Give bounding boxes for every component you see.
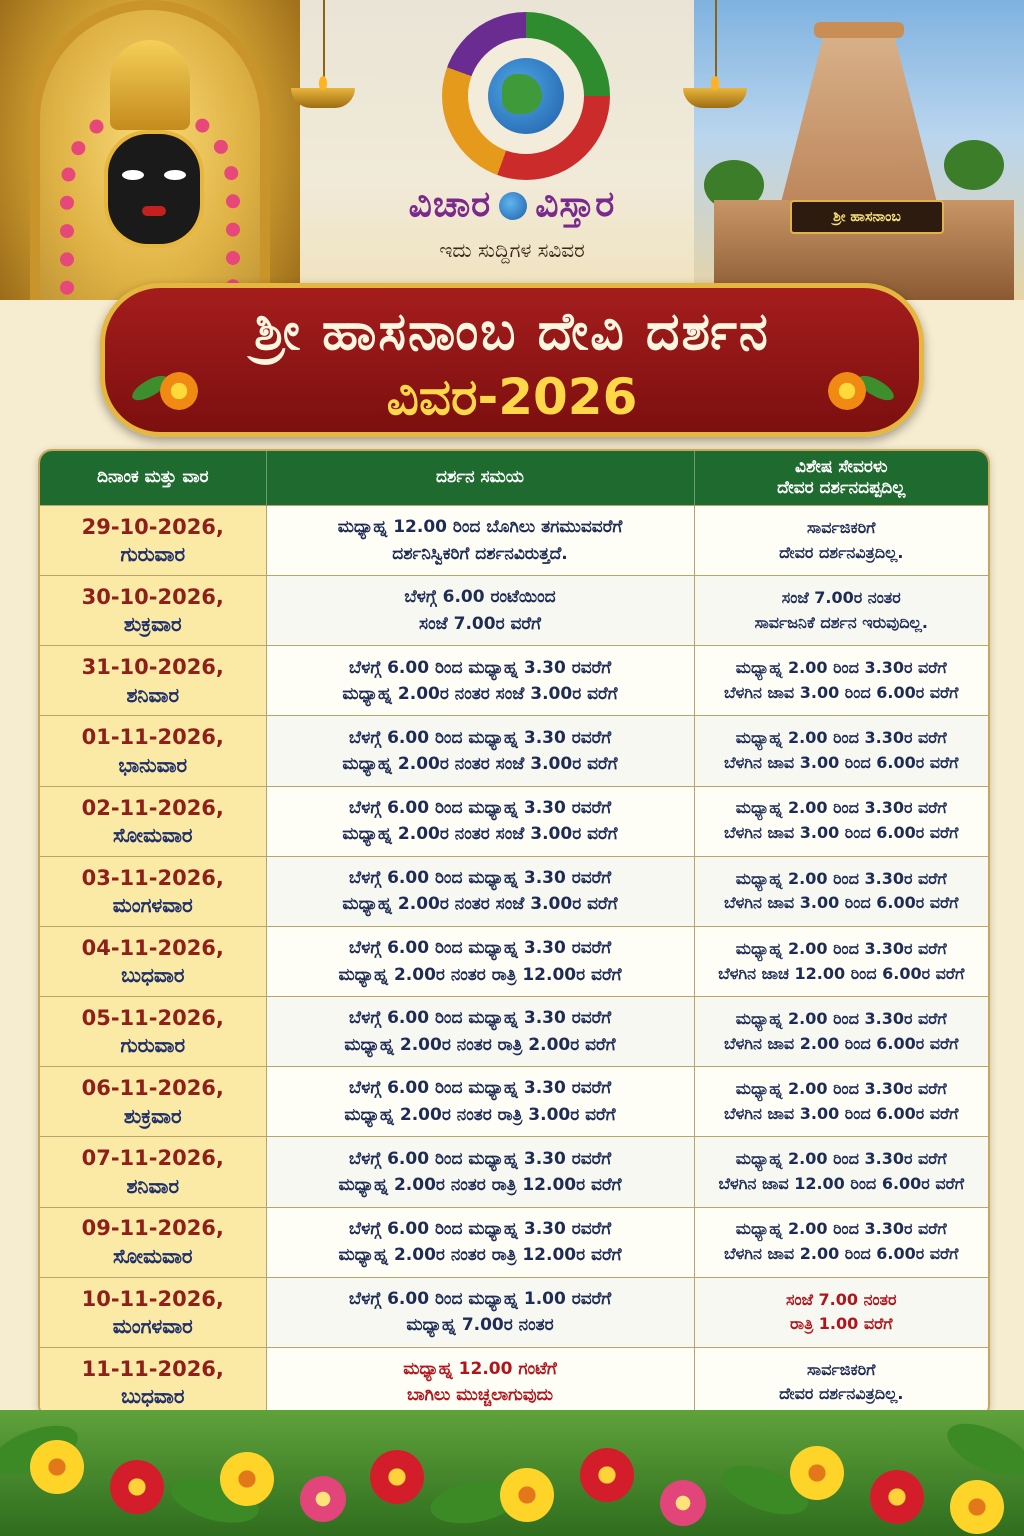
time-line-2: ಬಾಗಿಲು ಮುಚ್ಚಲಾಗುವುದು (407, 1385, 553, 1406)
deity-eye (122, 170, 144, 180)
seva-line-2: ಬೆಳಗಿನ ಜಾವ 2.00 ರಿಂದ 6.00ರ ವರೆಗೆ (724, 1244, 959, 1264)
date-text: 03-11-2026, (81, 865, 224, 890)
globe-land (502, 74, 542, 114)
darshan-schedule-table (38, 449, 990, 1419)
seva-line-1: ಸಂಜೆ 7.00 ನಂತರ (785, 1289, 897, 1309)
brand-right: ವಿಸ್ತಾರ (535, 184, 616, 225)
time-line-1: ಬೆಳಗ್ಗೆ 6.00 ರಿಂದ ಮಧ್ಯಾಹ್ನ 3.30 ರವರೆಗೆ (348, 938, 612, 959)
globe-mini-icon (499, 192, 527, 220)
date-text: 30-10-2026, (81, 585, 224, 610)
date-cell (40, 1137, 266, 1207)
header-special-line1: ವಿಶೇಷ ಸೇವರಳು (795, 456, 888, 477)
seva-line-2: ಬೆಳಗಿನ ಜಾವ 3.00 ರಿಂದ 6.00ರ ವರೆಗೆ (724, 893, 959, 913)
time-line-1: ಮಧ್ಯಾಹ್ನ 12.00 ಗಂಟೆಗೆ (403, 1359, 557, 1380)
seva-line-1: ಸಂಜೆ 7.00ರ ನಂತರ (781, 587, 901, 607)
darshan-time-cell (266, 1137, 694, 1207)
seva-line-1: ಮಧ್ಯಾಹ್ನ 2.00 ರಿಂದ 3.30ರ ವರೆಗೆ (735, 658, 947, 678)
seva-line-2: ದೇವರ ದರ್ಶನವಿತ್ರದಿಲ್ಲ. (779, 1384, 904, 1404)
darshan-time-cell (266, 576, 694, 646)
deity-eye (164, 170, 186, 180)
brand-logo (430, 0, 630, 185)
gopuram-top (814, 22, 904, 38)
special-seva-cell (694, 926, 988, 996)
special-seva-cell (694, 1137, 988, 1207)
date-text: 31-10-2026, (81, 655, 224, 680)
weekday-text: ಬುಧವಾರ (121, 963, 185, 988)
deity-crown (110, 40, 190, 130)
special-seva-cell (694, 1277, 988, 1347)
seva-line-1: ಮಧ್ಯಾಹ್ನ 2.00 ರಿಂದ 3.30ರ ವರೆಗೆ (735, 938, 947, 958)
time-line-2: ಮಧ್ಯಾಹ್ನ 7.00ರ ನಂತರ (406, 1315, 554, 1336)
date-text: 02-11-2026, (81, 795, 224, 820)
header-darshan-time: ದರ್ಶನ ಸಮಯ (266, 451, 694, 506)
darshan-time-cell (266, 1347, 694, 1417)
flower-icon (300, 1476, 346, 1522)
date-cell (40, 506, 266, 576)
seva-line-1: ಮಧ್ಯಾಹ್ನ 2.00 ರಿಂದ 3.30ರ ವರೆಗೆ (735, 1079, 947, 1099)
table-body (40, 506, 988, 1418)
special-seva-cell (694, 1347, 988, 1417)
time-line-1: ಬೆಳಗ್ಗೆ 6.00 ರಿಂದ ಮಧ್ಯಾಹ್ನ 3.30 ರವರೆಗೆ (348, 797, 612, 818)
time-line-2: ಮಧ್ಯಾಹ್ನ 2.00ರ ನಂತರ ಸಂಜೆ 3.00ರ ವರೆಗೆ (342, 894, 618, 915)
seva-line-1: ಮಧ್ಯಾಹ್ನ 2.00 ರಿಂದ 3.30ರ ವರೆಗೆ (735, 798, 947, 818)
date-text: 04-11-2026, (81, 935, 224, 960)
time-line-2: ಮಧ್ಯಾಹ್ನ 2.00ರ ನಂತರ ರಾತ್ರಿ 12.00ರ ವರೆಗೆ (338, 964, 622, 985)
time-line-2: ಮಧ್ಯಾಹ್ನ 2.00ರ ನಂತರ ರಾತ್ರಿ 3.00ರ ವರೆಗೆ (344, 1104, 616, 1125)
seva-line-1: ಮಧ್ಯಾಹ್ನ 2.00 ರಿಂದ 3.30ರ ವರೆಗೆ (735, 1219, 947, 1239)
date-text: 09-11-2026, (81, 1216, 224, 1241)
seva-line-2: ಬೆಳಗಿನ ಜಾವ 3.00 ರಿಂದ 6.00ರ ವರೆಗೆ (724, 823, 959, 843)
date-text: 06-11-2026, (81, 1076, 224, 1101)
date-cell (40, 997, 266, 1067)
table-row (40, 1277, 988, 1347)
flame-icon (711, 76, 719, 90)
flower-icon (220, 1452, 274, 1506)
seva-line-2: ಸಾರ್ವಜನಿಕೆ ದರ್ಶನ ಇರುವುದಿಲ್ಲ. (754, 612, 928, 632)
leaf-icon (940, 1413, 1024, 1487)
time-line-1: ಬೆಳಗ್ಗೆ 6.00 ರಂಟೆಯಿಂದ (404, 587, 556, 608)
date-text: 11-11-2026, (81, 1356, 224, 1381)
time-line-1: ಮಧ್ಯಾಹ್ನ 12.00 ರಿಂದ ಬೊಗಿಲು ತಗಮುವವರೆಗೆ (337, 517, 623, 538)
flower-icon (660, 1480, 706, 1526)
seva-line-1: ಮಧ್ಯಾಹ್ನ 2.00 ರಿಂದ 3.30ರ ವರೆಗೆ (735, 1008, 947, 1028)
date-cell (40, 856, 266, 926)
weekday-text: ಸೋಮವಾರ (113, 1243, 193, 1268)
flower-icon (828, 372, 866, 410)
header-date-day: ದಿನಾಂಕ ಮತ್ತು ವಾರ (40, 451, 266, 506)
special-seva-cell (694, 997, 988, 1067)
time-line-1: ಬೆಳಗ್ಗೆ 6.00 ರಿಂದ ಮಧ್ಯಾಹ್ನ 3.30 ರವರೆಗೆ (348, 1008, 612, 1029)
date-cell (40, 1347, 266, 1417)
time-line-2: ಮಧ್ಯಾಹ್ನ 2.00ರ ನಂತರ ಸಂಜೆ 3.00ರ ವರೆಗೆ (342, 824, 618, 845)
seva-line-2: ಬೆಳಗಿನ ಜಾವ 3.00 ರಿಂದ 6.00ರ ವರೆಗೆ (724, 682, 959, 702)
special-seva-cell (694, 1207, 988, 1277)
header-special-line2: ದೇವರ ದರ್ಶನದಪ್ಪದಿಲ್ಲ (777, 478, 906, 498)
weekday-text: ಗುರುವಾರ (120, 1033, 186, 1058)
weekday-text: ಭಾನುವಾರ (118, 752, 188, 777)
flower-icon (870, 1470, 924, 1524)
tagline: ಇದು ಸುದ್ದಿಗಳ ಸವಿವರ (439, 238, 585, 262)
date-cell (40, 1067, 266, 1137)
time-line-1: ಬೆಳಗ್ಗೆ 6.00 ರಿಂದ ಮಧ್ಯಾಹ್ನ 3.30 ರವರೆಗೆ (348, 657, 612, 678)
lamp-chain (715, 0, 717, 88)
time-line-2: ಮಧ್ಯಾಹ್ನ 2.00ರ ನಂತರ ರಾತ್ರಿ 12.00ರ ವರೆಗೆ (338, 1174, 622, 1195)
seva-line-2: ಬೆಳಗಿನ ಜಾಚ 12.00 ರಿಂದ 6.00ರ ವರೆಗೆ (718, 963, 965, 983)
time-line-2: ಮಧ್ಯಾಹ್ನ 2.00ರ ನಂತರ ಸಂಜೆ 3.00ರ ವರೆಗೆ (342, 754, 618, 775)
table-row (40, 506, 988, 576)
time-line-2: ಸಂಜೆ 7.00ರ ವರೆಗೆ (419, 613, 541, 634)
time-line-1: ಬೆಳಗ್ಗೆ 6.00 ರಿಂದ ಮಧ್ಯಾಹ್ನ 3.30 ರವರೆಗೆ (348, 1078, 612, 1099)
header (0, 0, 1024, 300)
seva-line-1: ಸಾರ್ವಜಿಕರಿಗೆ (807, 1359, 876, 1379)
date-text: 29-10-2026, (81, 514, 224, 539)
date-cell (40, 1207, 266, 1277)
date-text: 10-11-2026, (81, 1286, 224, 1311)
date-cell (40, 646, 266, 716)
darshan-time-cell (266, 926, 694, 996)
table-row (40, 856, 988, 926)
darshan-time-cell (266, 646, 694, 716)
flame-icon (319, 76, 327, 90)
flower-icon (110, 1460, 164, 1514)
hanging-lamp-icon (683, 88, 747, 108)
date-cell (40, 1277, 266, 1347)
darshan-time-cell (266, 506, 694, 576)
seva-line-1: ಮಧ್ಯಾಹ್ನ 2.00 ರಿಂದ 3.30ರ ವರೆಗೆ (735, 868, 947, 888)
date-cell (40, 716, 266, 786)
flower-footer (0, 1410, 1024, 1536)
time-line-2: ಮಧ್ಯಾಹ್ನ 2.00ರ ನಂತರ ರಾತ್ರಿ 12.00ರ ವರೆಗೆ (338, 1245, 622, 1266)
table-header-row (40, 451, 988, 506)
seva-line-2: ದೇವರ ದರ್ಶನವಿತ್ರದಿಲ್ಲ. (779, 542, 904, 562)
weekday-text: ಶುಕ್ರವಾರ (123, 612, 182, 637)
seva-line-1: ಮಧ್ಯಾಹ್ನ 2.00 ರಿಂದ 3.30ರ ವರೆಗೆ (735, 1149, 947, 1169)
time-line-2: ದರ್ಶನಿಸ್ವಿಕರಿಗೆ ದರ್ಶನವಿರುತ್ತದೆ. (392, 543, 568, 564)
darshan-time-cell (266, 997, 694, 1067)
palm-tree (944, 140, 1004, 190)
table-row (40, 1347, 988, 1417)
time-line-1: ಬೆಳಗ್ಗೆ 6.00 ರಿಂದ ಮಧ್ಯಾಹ್ನ 1.00 ರವರೆಗೆ (348, 1288, 612, 1309)
seva-line-1: ಸಾರ್ವಜಿಕರಿಗೆ (807, 517, 876, 537)
special-seva-cell (694, 506, 988, 576)
table-row (40, 926, 988, 996)
title-banner (100, 283, 924, 437)
date-text: 07-11-2026, (81, 1146, 224, 1171)
temple-sign: ಶ್ರೀ ಹಾಸನಾಂಬ (790, 200, 944, 234)
flower-icon (160, 372, 198, 410)
table-row (40, 646, 988, 716)
time-line-2: ಮಧ್ಯಾಹ್ನ 2.00ರ ನಂತರ ರಾತ್ರಿ 2.00ರ ವರೆಗೆ (344, 1034, 616, 1055)
date-cell (40, 576, 266, 646)
flower-icon (500, 1468, 554, 1522)
seva-line-2: ಬೆಳಗಿನ ಜಾವ 3.00 ರಿಂದ 6.00ರ ವರೆಗೆ (724, 1103, 959, 1123)
table-row (40, 716, 988, 786)
weekday-text: ಸೋಮವಾರ (113, 822, 193, 847)
seva-line-1: ಮಧ್ಯಾಹ್ನ 2.00 ರಿಂದ 3.30ರ ವರೆಗೆ (735, 728, 947, 748)
table-row (40, 997, 988, 1067)
darshan-time-cell (266, 716, 694, 786)
weekday-text: ಶನಿವಾರ (126, 1173, 180, 1198)
date-cell (40, 926, 266, 996)
header-special-seva (694, 451, 988, 506)
flower-icon (790, 1446, 844, 1500)
darshan-time-cell (266, 856, 694, 926)
hanging-lamp-icon (291, 88, 355, 108)
darshan-time-cell (266, 1067, 694, 1137)
time-line-1: ಬೆಳಗ್ಗೆ 6.00 ರಿಂದ ಮಧ್ಯಾಹ್ನ 3.30 ರವರೆಗೆ (348, 1218, 612, 1239)
date-text: 01-11-2026, (81, 725, 224, 750)
darshan-time-cell (266, 1277, 694, 1347)
seva-line-2: ಬೆಳಗಿನ ಜಾವ 2.00 ರಿಂದ 6.00ರ ವರೆಗೆ (724, 1033, 959, 1053)
date-text: 05-11-2026, (81, 1006, 224, 1030)
darshan-time-cell (266, 1207, 694, 1277)
time-line-1: ಬೆಳಗ್ಗೆ 6.00 ರಿಂದ ಮಧ್ಯಾಹ್ನ 3.30 ರವರೆಗೆ (348, 727, 612, 748)
special-seva-cell (694, 786, 988, 856)
weekday-text: ಶುಕ್ರವಾರ (123, 1103, 182, 1128)
seva-line-2: ರಾತ್ರಿ 1.00 ವರೆಗೆ (789, 1314, 893, 1334)
time-line-1: ಬೆಳಗ್ಗೆ 6.00 ರಿಂದ ಮಧ್ಯಾಹ್ನ 3.30 ರವರೆಗೆ (348, 868, 612, 889)
weekday-text: ಗುರುವಾರ (120, 542, 186, 567)
table-row (40, 1067, 988, 1137)
special-seva-cell (694, 856, 988, 926)
time-line-1: ಬೆಳಗ್ಗೆ 6.00 ರಿಂದ ಮಧ್ಯಾಹ್ನ 3.30 ರವರೆಗೆ (348, 1148, 612, 1169)
page-subtitle: ವಿವರ-2026 (386, 368, 638, 426)
page-title: ಶ್ರೀ ಹಾಸನಾಂಬ ದೇವಿ ದರ್ಶನ (254, 302, 770, 362)
brand-left: ವಿಚಾರ (408, 184, 492, 225)
special-seva-cell (694, 646, 988, 716)
table-row (40, 576, 988, 646)
brand-name (0, 184, 1024, 226)
table-row (40, 1137, 988, 1207)
seva-line-2: ಬೆಳಗಿನ ಜಾವ 3.00 ರಿಂದ 6.00ರ ವರೆಗೆ (724, 753, 959, 773)
weekday-text: ಮಂಗಳವಾರ (112, 893, 193, 918)
darshan-time-cell (266, 786, 694, 856)
flower-icon (950, 1480, 1004, 1534)
flower-icon (30, 1440, 84, 1494)
weekday-text: ಮಂಗಳವಾರ (112, 1313, 193, 1338)
weekday-text: ಬುಧವಾರ (121, 1384, 185, 1409)
table-row (40, 1207, 988, 1277)
weekday-text: ಶನಿವಾರ (126, 682, 180, 707)
special-seva-cell (694, 716, 988, 786)
table-row (40, 786, 988, 856)
seva-line-2: ಬೆಳಗಿನ ಜಾವ 12.00 ರಿಂದ 6.00ರ ವರೆಗೆ (718, 1173, 965, 1193)
flower-icon (370, 1450, 424, 1504)
time-line-2: ಮಧ್ಯಾಹ್ನ 2.00ರ ನಂತರ ಸಂಜೆ 3.00ರ ವರೆಗೆ (342, 683, 618, 704)
flower-icon (580, 1448, 634, 1502)
special-seva-cell (694, 1067, 988, 1137)
special-seva-cell (694, 576, 988, 646)
lamp-chain (323, 0, 325, 88)
date-cell (40, 786, 266, 856)
